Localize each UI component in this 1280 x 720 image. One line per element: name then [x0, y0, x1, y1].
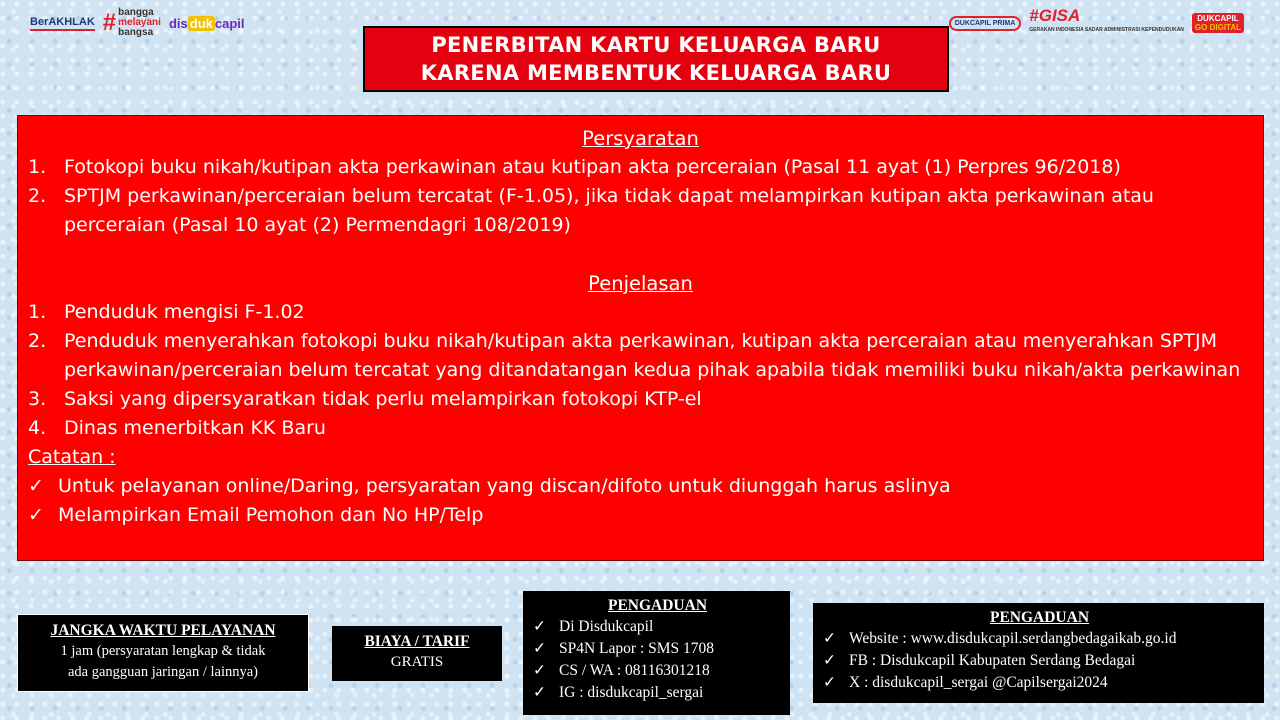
main-content-panel [17, 115, 1264, 561]
check-icon: ✓ [823, 674, 836, 691]
pengaduan-heading: PENGADUAN [607, 597, 708, 614]
title-line1: PENERBITAN KARTU KELUARGA BARU [431, 33, 881, 57]
list-item [533, 638, 782, 660]
item-number: 1. [28, 301, 47, 323]
dukcapil-prima-logo: DUKCAPIL PRIMA [949, 16, 1022, 31]
catatan-heading: Catatan : [28, 446, 116, 468]
item-text: Untuk pelayanan online/Daring, persyaratan yang discan/difoto untuk diunggah harus aslinya [58, 475, 951, 497]
list-item [823, 672, 1256, 694]
item-text: Di Disdukcapil [559, 618, 654, 635]
check-icon: ✓ [533, 618, 546, 635]
item-number: 1. [28, 156, 47, 178]
penjelasan-heading: Penjelasan [588, 272, 693, 295]
biaya-value: GRATIS [390, 654, 444, 670]
list-item [28, 501, 1253, 530]
item-text: Penduduk menyerahkan fotokopi buku nikah/kutipan akta perkawinan, kutipan akta perceraian atau menyerahkan SPTJM perkawinan/perceraian belum tercatat yang ditandatangan kedua pihak apabila tidak memiliki buku nikah/akta perkawinan [64, 330, 1241, 381]
dukgo-bottom: GO DIGITAL [1194, 23, 1241, 32]
item-text: Penduduk mengisi F-1.02 [64, 301, 305, 323]
logos-left [30, 8, 245, 38]
item-number: 4. [28, 417, 47, 439]
title-line2: KARENA MEMBENTUK KELUARGA BARU [420, 61, 892, 85]
bangga-line2: melayani [118, 17, 161, 28]
list-item [28, 414, 1253, 443]
bangga-text [118, 8, 161, 38]
list-item [823, 628, 1256, 650]
biaya-heading: BIAYA / TARIF [364, 633, 470, 650]
item-text: CS / WA : 08116301218 [559, 662, 710, 679]
check-icon: ✓ [533, 640, 546, 657]
dukcapil-go-digital-logo [1192, 13, 1244, 33]
pengaduan-box-1 [523, 591, 790, 715]
pengaduan-box-2 [813, 603, 1264, 703]
list-item [533, 660, 782, 682]
bangga-melayani-bangsa-logo [103, 8, 161, 38]
berakhlak-logo: BerAKHLAK [30, 16, 95, 31]
item-number: 3. [28, 388, 47, 410]
check-icon: ✓ [823, 630, 836, 647]
item-text: FB : Disdukcapil Kabupaten Serdang Bedagai [849, 652, 1136, 669]
list-item [28, 385, 1253, 414]
disdukcapil-logo [169, 16, 245, 31]
check-icon: ✓ [533, 662, 546, 679]
check-icon: ✓ [533, 684, 546, 701]
check-icon: ✓ [28, 504, 44, 526]
jangka-waktu-box [17, 614, 309, 692]
gisa-logo [1029, 8, 1184, 38]
jangka-waktu-line1: 1 jam (persyaratan lengkap & tidak [60, 643, 266, 659]
item-text: IG : disdukcapil_sergai [559, 684, 704, 701]
item-number: 2. [28, 330, 47, 352]
biaya-box [332, 626, 502, 681]
item-text: Website : www.disdukcapil.serdangbedagaikab.go.id [849, 630, 1177, 647]
bangga-line3: bangsa [118, 27, 154, 38]
jangka-waktu-heading: JANGKA WAKTU PELAYANAN [50, 622, 276, 639]
gisa-text: #GISA [1029, 6, 1081, 25]
dukgo-top: DUKCAPIL [1197, 14, 1239, 23]
gisa-subtext: GERAKAN INDONESIA SADAR ADMINISTRASI KEPENDUDUKAN [1029, 27, 1184, 33]
list-item [823, 650, 1256, 672]
list-item [533, 682, 782, 704]
item-text: SPTJM perkawinan/perceraian belum tercatat (F-1.05), jika tidak dapat melampirkan kutipan akta perkawinan atau perceraian (Pasal 10 ayat (2) Permendagri 108/2019) [64, 185, 1154, 236]
title-banner [363, 26, 949, 92]
dis-part-a: dis [168, 15, 188, 31]
item-text: Fotokopi buku nikah/kutipan akta perkawinan atau kutipan akta perceraian (Pasal 11 ayat (1) Perpres 96/2018) [64, 156, 1121, 178]
hash-glyph: # [102, 9, 117, 36]
dis-part-c: capil [214, 15, 245, 31]
item-number: 2. [28, 185, 47, 207]
list-item [533, 616, 782, 638]
list-item [28, 182, 1253, 240]
item-text: Dinas menerbitkan KK Baru [64, 417, 326, 439]
list-item [28, 327, 1253, 385]
item-text: Melampirkan Email Pemohon dan No HP/Telp [58, 504, 484, 526]
jangka-waktu-line2: ada gangguan jaringan / lainnya) [67, 664, 259, 680]
item-text: SP4N Lapor : SMS 1708 [559, 640, 715, 657]
list-item [28, 153, 1253, 182]
check-icon: ✓ [823, 652, 836, 669]
penjelasan-list [28, 298, 1253, 443]
pengaduan-heading: PENGADUAN [989, 609, 1090, 626]
item-text: X : disdukcapil_sergai @Capilsergai2024 [849, 674, 1108, 691]
check-icon: ✓ [28, 475, 44, 497]
persyaratan-list [28, 153, 1253, 240]
list-item [28, 298, 1253, 327]
item-text: Saksi yang dipersyaratkan tidak perlu melampirkan fotokopi KTP-el [64, 388, 702, 410]
list-item [28, 472, 1253, 501]
dis-part-b: duk [189, 15, 213, 31]
bangga-line1: bangga [118, 7, 154, 18]
persyaratan-heading: Persyaratan [582, 127, 699, 150]
logos-right [949, 8, 1244, 38]
